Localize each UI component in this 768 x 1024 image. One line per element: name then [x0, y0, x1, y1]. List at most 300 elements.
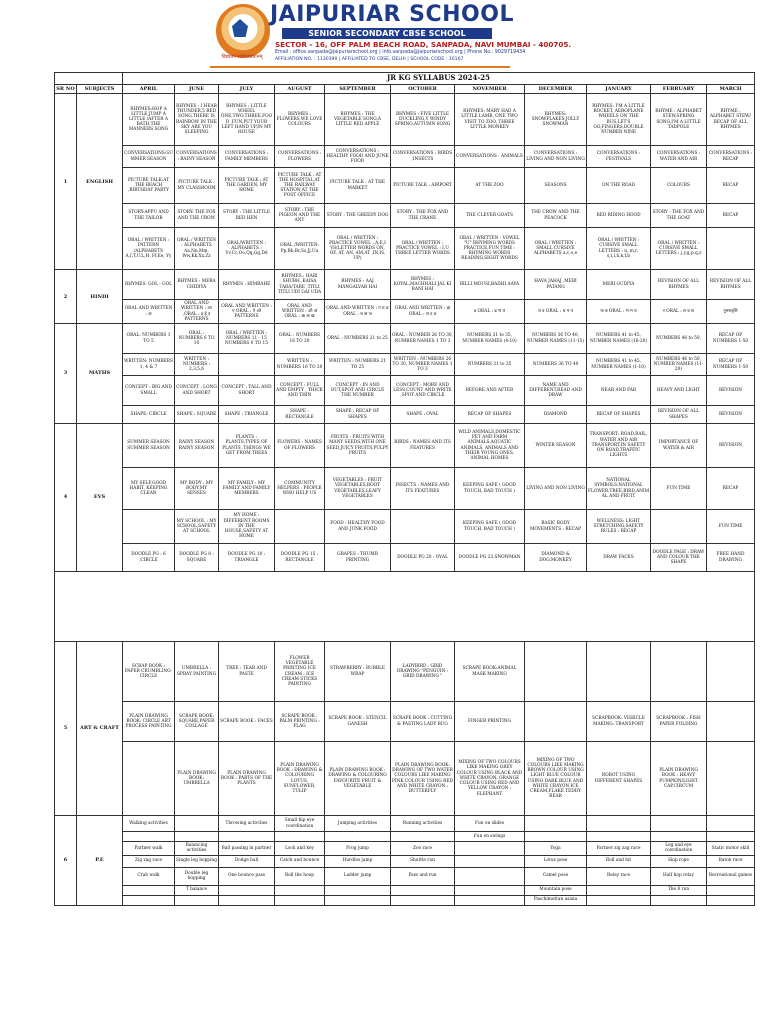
- table-cell: NAME AND DIFFERENT,READ AND DRAW: [525, 376, 587, 406]
- table-cell: ORAL /WRITTEN: Pp,Bb,Rr,Ss,Jj,Uu: [275, 228, 325, 270]
- table-cell: One bounce pass: [219, 867, 275, 885]
- table-cell: DOODLE PAGE : DRAW AND COLOUR THE SHAPE: [651, 544, 707, 572]
- table-cell: Double leg hopping: [175, 867, 219, 885]
- table-cell: SUMMER SEASON SUMMER SEASON: [123, 424, 175, 468]
- table-cell: SCRAPE BOOK : PALM PRINTING : FLAG: [275, 702, 325, 742]
- table-cell: [587, 816, 651, 832]
- table-cell: Paschimottan asana: [525, 895, 587, 905]
- table-cell: PICTURE TALK : AT THE GARDEN, MY HOME: [219, 168, 275, 204]
- table-cell: [707, 816, 755, 832]
- table-cell: फ ब ORAL : भ म य: [587, 300, 651, 324]
- table-cell: CONVERSATIONS : FLOWERS: [275, 146, 325, 168]
- table-cell: DIAMOND & DOG,MONKEY: [525, 544, 587, 572]
- table-cell: [525, 642, 587, 702]
- table-cell: Walking activities: [123, 816, 175, 832]
- table-row: [55, 885, 755, 895]
- table-cell: [175, 816, 219, 832]
- table-cell: SCRAPE BOOK: SQUARE,PAPER COLLAGE: [175, 702, 219, 742]
- table-cell: [325, 885, 391, 895]
- table-row: [55, 832, 755, 842]
- table-title-spacer: [55, 73, 123, 85]
- table-row: [55, 146, 755, 168]
- table-spacer-row: [55, 572, 755, 642]
- table-cell: FRUITS : FRUITS WITH MANY SEEDS,WITH ONE SEED,JUICY FRUITS,PULPY FRUITS: [325, 424, 391, 468]
- table-cell: ON THE ROAD: [587, 168, 651, 204]
- table-cell: NUMBERS 46 to 50,: [651, 324, 707, 354]
- table-cell: FUN TIME: [707, 510, 755, 544]
- table-cell: FLOWERS : NAMES OF FLOWERS: [275, 424, 325, 468]
- table-cell: VEGETABLES : FRUIT VEGETABLES,ROOT VEGETABLES,LEAFY VEGETABLES: [325, 468, 391, 510]
- table-cell: Small hip eye coordination: [275, 816, 325, 832]
- table-row: [55, 642, 755, 702]
- subject-name: ENGLISH: [77, 94, 123, 270]
- table-cell: CONVERSATIONS : RAINY SEASON: [175, 146, 219, 168]
- table-cell: The 8 run: [651, 885, 707, 895]
- school-logo-icon: [216, 4, 270, 58]
- table-cell: ORAL / WRITTEN : SMALL CURSIVE ALPHABETS a,c,o,e: [525, 228, 587, 270]
- table-cell: RHYMES : HARI SHUBH ,KAISA TARA/TARE ,TITLI TITLI UDI GAI UDA: [275, 270, 325, 300]
- table-cell: [651, 642, 707, 702]
- table-cell: RHYMES: GOL - GOL: [123, 270, 175, 300]
- table-cell: [123, 885, 175, 895]
- column-header: FEBRUARY: [651, 85, 707, 94]
- table-row: [55, 354, 755, 376]
- table-cell: RHYMES: I'M A LITTLE ROCKET, AEROPLANE WHEELS ON THE BUS,LET'S GO,FINGERS,DOUBLE NUMBER NINE: [587, 94, 651, 146]
- table-cell: Skip rope: [651, 855, 707, 867]
- table-cell: [525, 816, 587, 832]
- table-cell: INSECTS : NAMES AND ITS FEATURES: [391, 468, 455, 510]
- table-cell: RHYMES : THE VEGETABLE SONG,A LITTLE RED APPLE: [325, 94, 391, 146]
- table-cell: [651, 832, 707, 842]
- table-cell: [587, 885, 651, 895]
- table-cell: STORY : THE LITTLE RED HEN: [219, 204, 275, 228]
- table-cell: BEFORE AND AFTER: [455, 376, 525, 406]
- table-cell: CONVERSATIONS : LIVING AND NON LIVING: [525, 146, 587, 168]
- table-cell: GRAPES : THUMB PRINTING: [325, 544, 391, 572]
- table-cell: [219, 832, 275, 842]
- school-name: JAIPURIAR SCHOOL: [270, 2, 514, 27]
- letterhead: [0, 0, 768, 68]
- table-cell: RECAP: [707, 468, 755, 510]
- subject-sr-no: 3: [55, 324, 77, 424]
- table-cell: CONCEPT : FULL AND EMPTY , THICK AND THIN: [275, 376, 325, 406]
- table-cell: WINTER SEASON: [525, 424, 587, 468]
- table-cell: NATIONAL SYMBOLS:NATIONAL FLOWER,TREE,BIRD,ANIMAL AND FRUIT: [587, 468, 651, 510]
- header-divider: [210, 66, 510, 68]
- table-cell: Catch and bounce: [275, 855, 325, 867]
- table-cell: RHYME : ALPHABET STEW,SPRING SONG,I'M A LITTLE TADPOLE: [651, 94, 707, 146]
- table-cell: [123, 742, 175, 816]
- table-cell: REVISION: [707, 376, 755, 406]
- table-cell: CONCEPT : MORE AND LESS,COUNT AND WRITE ,SPOT AND CIRCLE: [391, 376, 455, 406]
- table-cell: SCRAPE BOOK : STENCIL GANESH: [325, 702, 391, 742]
- school-contact: Email : office.sanpada@jaipuriarschool.org | info.sanpada@jaipuriarschool.org | Phone No.: 9029719434: [275, 50, 526, 55]
- table-cell: [275, 510, 325, 544]
- table-cell: ORAL AND WRITTEN : ग घ ङ ORAL : च छ ज: [325, 300, 391, 324]
- table-cell: SCRAPE BOOK:ANIMAL MASK MAKING: [455, 642, 525, 702]
- table-row: [55, 300, 755, 324]
- table-cell: ORAL / WRITTEN : ALPHABETS Aa,Nn,Mm, Ww,Kk,Xx,Zz: [175, 228, 219, 270]
- table-cell: COMMUNITY HELPERS : PEOPLE WHO HELP US: [275, 468, 325, 510]
- table-cell: RHYMES : FIVE LITTLE DUCKLING,Y WINDY SPRING,AUTUMN SONG: [391, 94, 455, 146]
- table-cell: PLAIN DRAWING BOOK : DRAWING & COLOURING LOTUS, SUNFLOWER, TULIP: [275, 742, 325, 816]
- table-cell: SEASONS: [525, 168, 587, 204]
- table-cell: MY HOME : DIFFERENT ROOMS IN THE HOUSE,SAFETY AT HOME: [219, 510, 275, 544]
- subject-sr-no: 6: [55, 816, 77, 905]
- table-cell: ROBOT USING DIFFERENT SHAPES: [587, 742, 651, 816]
- table-cell: [707, 702, 755, 742]
- table-cell: BASIC BODY MOVEMENTS : RECAP: [525, 510, 587, 544]
- table-cell: [587, 832, 651, 842]
- table-cell: ORAL / WRITTEN : CURSIVE SMALL LETTERS : j,y,g,p,q,z: [651, 228, 707, 270]
- table-cell: PICTURE TALK:AT THE BEACH ,BIRTHDAY PARTY: [123, 168, 175, 204]
- table-cell: Hurdles jump: [325, 855, 391, 867]
- table-cell: Partner walk: [123, 842, 175, 855]
- table-cell: SCRAPBOOK: VEHICLE MAKING: TRANSPORT: [587, 702, 651, 742]
- table-cell: [525, 702, 587, 742]
- table-cell: Lock and key: [275, 842, 325, 855]
- table-cell: SCRAPE BOOK : FACES: [219, 702, 275, 742]
- table-cell: THE CROW AND THE PEACOCK: [525, 204, 587, 228]
- table-row: [55, 510, 755, 544]
- table-cell: NUMBERS 41 to 45, NUMBER NAMES (16-20): [587, 324, 651, 354]
- table-cell: [123, 510, 175, 544]
- table-cell: UMBRELLA : SPRAY PAINTING: [175, 642, 219, 702]
- table-cell: PLAIN DRAWING BOOK: DRAWING OF TWO WATER COLOURS LIKE MAKING PINK COLOUR USING RED AND WHITE CRAYON : BUTTERFLY: [391, 742, 455, 816]
- table-cell: Mountain pose: [525, 885, 587, 895]
- school-address: SECTOR - 16, OFF PALM BEACH ROAD, SANPADA, NAVI MUMBAI - 400705.: [275, 40, 572, 49]
- table-cell: थ द ORAL : ध न प: [525, 300, 587, 324]
- table-cell: CONCEPT : LONG AND SHORT: [175, 376, 219, 406]
- table-cell: CONVERSATIONS:SUMMER SEASON: [123, 146, 175, 168]
- table-cell: STORY : THE GREEDY DOG: [325, 204, 391, 228]
- table-cell: STORY: THE FOX AND THE CROW: [175, 204, 219, 228]
- column-header: NOVEMBER: [455, 85, 525, 94]
- column-header: JUNE: [175, 85, 219, 94]
- table-cell: PLAIN DRAWING BOOK : HEAVY PUMPKIN/LIGHT CAP,CIRCUM: [651, 742, 707, 816]
- table-cell: CONVERSATIONS : WATER AND AIR: [651, 146, 707, 168]
- table-cell: Lotus pose: [525, 855, 587, 867]
- table-cell: [175, 832, 219, 842]
- table-cell: MY BODY : MY BODY,MY SENSES: [175, 468, 219, 510]
- table-cell: [219, 885, 275, 895]
- table-cell: FOOD : HEALTHY FOOD AND JUNK FOOD: [325, 510, 391, 544]
- table-cell: ORAL / WRITTEN : PRACTICE VOWEL : I,U THREE LETTER WORDS: [391, 228, 455, 270]
- table-row: [55, 867, 755, 885]
- table-cell: IMPORTANCE OF WATER & AIR: [651, 424, 707, 468]
- subject-name: MATHS: [77, 324, 123, 424]
- table-row: [55, 816, 755, 832]
- table-cell: REVISION OF ALL RHYMES: [651, 270, 707, 300]
- table-row: [55, 168, 755, 204]
- table-cell: [651, 895, 707, 905]
- table-cell: ORAL AND WRITTEN : आ ,ORAL : इ ई उ PATTERNS: [175, 300, 219, 324]
- table-cell: NUMBERS 31 to 35: [455, 354, 525, 376]
- table-cell: SCRAPE BOOK : CUTTING & PASTING LADY BUG: [391, 702, 455, 742]
- table-cell: PICTURE TALK : AIRPORT: [391, 168, 455, 204]
- table-cell: SHAPE : RECTANGLE: [275, 406, 325, 424]
- table-cell: [707, 742, 755, 816]
- column-header: MARCH: [707, 85, 755, 94]
- table-cell: [275, 895, 325, 905]
- table-cell: KEEPING SAFE ( GOOD TOUCH, BAD TOUCH ): [455, 510, 525, 544]
- table-cell: DOODLE PG 8 : SQUARE: [175, 544, 219, 572]
- table-cell: PICTURE TALK : AT THE MARKET: [325, 168, 391, 204]
- table-cell: REVISION: [707, 406, 755, 424]
- table-cell: RECAP OF SHAPES: [587, 406, 651, 424]
- table-cell: [707, 885, 755, 895]
- table-cell: THE CLEVER GOATS: [455, 204, 525, 228]
- table-cell: MY SCHOOL : MY SCHOOL,SAFETY AT SCHOOL: [175, 510, 219, 544]
- table-cell: Roll the hoop: [275, 867, 325, 885]
- table-cell: ORAL AND WRITTEN : औ अं ORAL : ऋ क ख: [275, 300, 325, 324]
- table-cell: [707, 895, 755, 905]
- table-cell: [391, 510, 455, 544]
- table-cell: Partner zig zag race: [587, 842, 651, 855]
- table-cell: NUMBERS 31 to 35, NUMBER NAMES (4-10): [455, 324, 525, 354]
- table-cell: STRAWBERRY : BUBBLE WRAP: [325, 642, 391, 702]
- subject-name: P.E: [77, 816, 123, 905]
- table-cell: RHYMES:HOP A LITTLE,JUMP A LITTLE /AFTER A BATH,THE MANNERS SONG: [123, 94, 175, 146]
- table-cell: RAINY SEASON RAINY SEASON: [175, 424, 219, 468]
- table-cell: RHYMES: SNOWFLAKES,JOLLY SNOWMAN: [525, 94, 587, 146]
- table-cell: Frog jump: [325, 842, 391, 855]
- table-cell: SCRAP BOOK : PAPER CRUMBLING-CIRCLE: [123, 642, 175, 702]
- table-cell: MY SELF,GOOD HABIT, KEEPING CLEAN: [123, 468, 175, 510]
- table-cell: MIXING OF TWO COLOURS LIKE MAKING BROWN COLOUR USING LIGHT BLUE COLOUR USING DARK BLUE AND WHITE CRAYON ICE CREAM,FLAKE TEDDY BEAR: [525, 742, 587, 816]
- table-cell: RECAP OF NUMBERS 1-50: [707, 324, 755, 354]
- syllabus-table: [54, 72, 755, 906]
- table-row: [55, 544, 755, 572]
- table-cell: ड ORAL : ढ ण त: [455, 300, 525, 324]
- table-cell: RED RIDING HOOD: [587, 204, 651, 228]
- table-cell: Running activities: [391, 816, 455, 832]
- table-cell: CONVERSATIONS : FESTIVALS: [587, 146, 651, 168]
- table-cell: ORAL / WRITTEN : CURSIVE SMALL LETTERS : n, m,r, s,t,l,h,k,f,b: [587, 228, 651, 270]
- table-cell: SHAPE : OVAL: [391, 406, 455, 424]
- column-header: APRIL: [123, 85, 175, 94]
- table-cell: PLAIN DRAWING BOOK: UMBRELLA: [175, 742, 219, 816]
- column-header: SUBJECTS: [77, 85, 123, 94]
- table-cell: BILLI MOUSI,BADHI AAYA: [455, 270, 525, 300]
- table-cell: Relay race: [587, 867, 651, 885]
- table-cell: TREE : TEAR AND PASTE: [219, 642, 275, 702]
- table-cell: ORAL : NUMBERS 16 TO 20: [275, 324, 325, 354]
- table-cell: SHAPE : SQUARE: [175, 406, 219, 424]
- column-header: DECEMBER: [525, 85, 587, 94]
- table-cell: Recreational games: [707, 867, 755, 885]
- subject-sr-no: 1: [55, 94, 77, 270]
- table-row: [55, 424, 755, 468]
- table-cell: RHYME : ALPHABET STEW/ RECAP OF ALL RHYMES: [707, 94, 755, 146]
- table-cell: CONVERSATIONS : RECAP: [707, 146, 755, 168]
- table-row: [55, 376, 755, 406]
- table-cell: PLAIN DRAWING BOOK: CIRCLE ART PROCESS PAINTING: [123, 702, 175, 742]
- table-cell: AT THE ZOO: [455, 168, 525, 204]
- table-cell: STORY:APPU AND THE TAILOR: [123, 204, 175, 228]
- table-cell: COLOURS: [651, 168, 707, 204]
- table-cell: र ORAL : ल व श: [651, 300, 707, 324]
- table-cell: CONCEPT : TALL AND SHORT: [219, 376, 275, 406]
- table-cell: [219, 895, 275, 905]
- table-cell: [455, 895, 525, 905]
- table-cell: Fun on slides: [455, 816, 525, 832]
- table-row: [55, 270, 755, 300]
- table-cell: [391, 895, 455, 905]
- table-cell: STORY : THE PIGEON AND THE ANT: [275, 204, 325, 228]
- table-cell: Single leg hopping: [175, 855, 219, 867]
- table-cell: RECAP: [707, 168, 755, 204]
- table-cell: MIXING OF TWO COLOURS LIKE MAKING GREY COLOUR USING BLACK AND WHITE CRAYON, ORANGE COLOUR USING RED AND YELLOW CRAYON : ELEPHANT: [455, 742, 525, 816]
- school-affiliation: AFFILIATION NO. : 1130390 | AFFILIATED TO CBSE, DELHI | SCHOOL CODE : 30167: [275, 57, 464, 62]
- table-title: JR KG SYLLABUS 2024-25: [123, 73, 755, 85]
- table-cell: MERI GUDIYA: [587, 270, 651, 300]
- table-cell: RHYMES : AAJ MANGALVAR HAI: [325, 270, 391, 300]
- table-title-row: [55, 73, 755, 85]
- table-cell: [275, 885, 325, 895]
- column-header: JANUARY: [587, 85, 651, 94]
- table-cell: ORAL / WRITTEN : NUMBERS 11 - 15 NUMBERS 0 TO 15: [219, 324, 275, 354]
- table-cell: [587, 642, 651, 702]
- table-cell: WRITTEN : NUMBERS 16 TO 20: [275, 354, 325, 376]
- table-cell: DOODLE PG 23,SNOWMAN: [455, 544, 525, 572]
- table-cell: WELLNESS: LIGHT STRETCHING,SAFETY RULES : RECAP: [587, 510, 651, 544]
- subject-name: ART & CRAFT: [77, 642, 123, 816]
- table-cell: DOODLE PG : 6 ,CIRCLE: [123, 544, 175, 572]
- table-cell: NUMBERS 36 TO 40: [525, 354, 587, 376]
- table-cell: [707, 228, 755, 270]
- table-cell: Jumping activities: [325, 816, 391, 832]
- table-cell: Zig zag race: [123, 855, 175, 867]
- table-row: [55, 702, 755, 742]
- table-cell: RECAP OF SHAPES: [455, 406, 525, 424]
- table-cell: Static motor skill: [707, 842, 755, 855]
- table-cell: [391, 885, 455, 895]
- table-cell: HAVA JAHAJ ,MERI PATANG: [525, 270, 587, 300]
- table-cell: WRITTEN: NUMBERS 1, 4 & 7: [123, 354, 175, 376]
- table-cell: Shuttle run: [391, 855, 455, 867]
- table-cell: SHAPE : TRIANGLE: [219, 406, 275, 424]
- table-cell: Half hop relay: [651, 867, 707, 885]
- table-row: [55, 468, 755, 510]
- table-cell: NEAR AND FAR: [587, 376, 651, 406]
- table-cell: Camel pose: [525, 867, 587, 885]
- table-cell: ORAL / WRITTEN : PRACTICE VOWEL : A,E,I VS(LETTER WORDS ON, OF, AT, AN, AM,AT ,IN,IS, UP): [325, 228, 391, 270]
- table-cell: REVISION OF ALL RHYMES: [707, 270, 755, 300]
- column-header: SR NO: [56, 86, 75, 92]
- table-cell: LADYBIRD : GRID DRAWING "PENGUIN : GRID DRAWING ": [391, 642, 455, 702]
- table-cell: MY FAMILY : MY FAMILY AND FAMILY MEMBERS: [219, 468, 275, 510]
- table-cell: NUMBERS 36 TO 40, NUMBER NAMES (11-15): [525, 324, 587, 354]
- table-cell: RHYMES: MARY HAD A LITTLE LAMB, ONE TWO VISIT TO ZOO, THREE LITTLE MONKEY: [455, 94, 525, 146]
- table-cell: PICTURE TALK : AT THE HOSPITAL,AT THE RAILWAY STATION,AT THE POST OFFICE: [275, 168, 325, 204]
- table-cell: [123, 832, 175, 842]
- table-cell: ORAL : NUMBERS 21 to 25: [325, 324, 391, 354]
- table-cell: Yoga: [525, 842, 587, 855]
- table-cell: FUN TIME: [651, 468, 707, 510]
- table-cell: ORAL : NUMBER 26 TO 30, NUMBER NAMES 1 TO 3: [391, 324, 455, 354]
- table-cell: DIAMOND: [525, 406, 587, 424]
- column-header: OCTOBER: [391, 85, 455, 94]
- column-header: SEPTEMBER: [325, 85, 391, 94]
- table-cell: Balancing activities: [175, 842, 219, 855]
- table-cell: [123, 895, 175, 905]
- table-row: [55, 742, 755, 816]
- table-cell: CONCEPT : BIG AND SMALL: [123, 376, 175, 406]
- table-cell: PICTURE TALK : MY CLASSROOM: [175, 168, 219, 204]
- table-row: [55, 324, 755, 354]
- table-cell: PLANTS : PLANTS,TYPES OF PLANTS ,THINGS WE GET FROM TREES: [219, 424, 275, 468]
- table-cell: FINGER PRINTING: [455, 702, 525, 742]
- table-cell: REVISION: [707, 424, 755, 468]
- table-cell: CONVERSATIONS : BIRDS ,INSECTS: [391, 146, 455, 168]
- table-cell: RECAP OF NUMBERS 1-50: [707, 354, 755, 376]
- table-cell: WILD ANIMALS,DOMESTIC PET AND FARM ANIMALS,AQUATIC ANIMALS, ANIMALS AND THEIR YOUNG ONES, ANIMAL HOMES: [455, 424, 525, 468]
- table-cell: BIRDS : NAMES AND ITS FEATURES: [391, 424, 455, 468]
- table-cell: SHAPE: CIRCLE: [123, 406, 175, 424]
- table-cell: [455, 842, 525, 855]
- table-cell: WRITTEN : NUMBERS 26 TO 30, NUMBER NAMES 1 TO 3: [391, 354, 455, 376]
- table-cell: [175, 895, 219, 905]
- column-header: AUGUST: [275, 85, 325, 94]
- table-cell: [325, 832, 391, 842]
- table-cell: FLOWER VEGETABLE PRINTING ICE CREAM : ICE CREAM STICKS PAINTING: [275, 642, 325, 702]
- table-cell: [391, 832, 455, 842]
- table-cell: [587, 895, 651, 905]
- table-row: [55, 204, 755, 228]
- table-cell: Pass and run: [391, 867, 455, 885]
- table-cell: Throwing activities: [219, 816, 275, 832]
- table-row: [55, 94, 755, 146]
- table-cell: TRANSPORT: ROAD,RAIL, WATER AND AIR TRANSPORT,IN SAFETY ON ROAD,TRAFFIC LIGHTS: [587, 424, 651, 468]
- table-cell: DOODLE PG 15 : RECTANGLE: [275, 544, 325, 572]
- table-cell: DRAW FACES: [587, 544, 651, 572]
- subject-name: EVS: [77, 424, 123, 572]
- table-cell: [455, 885, 525, 895]
- table-cell: Leg and eye coordination: [651, 842, 707, 855]
- table-cell: [707, 642, 755, 702]
- table-cell: ORAL : NUMBERS 6 TO 10: [175, 324, 219, 354]
- table-cell: Roll and hit: [587, 855, 651, 867]
- table-cell: WRITTEN : NUMBERS : 2,3,5,6: [175, 354, 219, 376]
- table-cell: STORY : THE FOX AND THE CRANE: [391, 204, 455, 228]
- table-cell: ORAL AND WRITTEN : अ: [123, 300, 175, 324]
- table-cell: RECAP: [707, 204, 755, 228]
- school-subtitle: SENIOR SECONDARY CBSE SCHOOL: [282, 28, 492, 39]
- table-cell: DOODLE PG 10 : TRIANGLE: [219, 544, 275, 572]
- table-cell: ORAL/WRITTEN : ALPHABETS : Vv,Cc,Oo,Qq,Gg,Dd: [219, 228, 275, 270]
- table-cell: CONVERSATIONS : ANIMALS: [455, 146, 525, 168]
- table-cell: REVISION OF ALL SHAPES: [651, 406, 707, 424]
- table-row: [55, 406, 755, 424]
- table-row: [55, 855, 755, 867]
- table-cell: ORAL: NUMBERS 1 TO 5: [123, 324, 175, 354]
- table-cell: CONCEPT : IN AND OUT,SPOT AND CIRCLE THE NUMBER: [325, 376, 391, 406]
- table-cell: Baton race: [707, 855, 755, 867]
- table-cell: NUMBERS 41 to 45, NUMBER NAMES (1-10): [587, 354, 651, 376]
- table-cell: [325, 895, 391, 905]
- table-cell: Ladder jump: [325, 867, 391, 885]
- table-cell: SCRAPBOOK : FISH PAPER FOLDING: [651, 702, 707, 742]
- table-cell: [707, 832, 755, 842]
- table-cell: RHYMES : FLOWERS,WE LOVE COLOURS: [275, 94, 325, 146]
- subject-sr-no: 5: [55, 642, 77, 816]
- table-row: [55, 228, 755, 270]
- table-cell: HEAVY AND LIGHT: [651, 376, 707, 406]
- table-cell: NUMBERS 46 to 50, NUMBER NAMES (11-20): [651, 354, 707, 376]
- table-cell: Dodge ball: [219, 855, 275, 867]
- table-cell: Ball passing in partner: [219, 842, 275, 855]
